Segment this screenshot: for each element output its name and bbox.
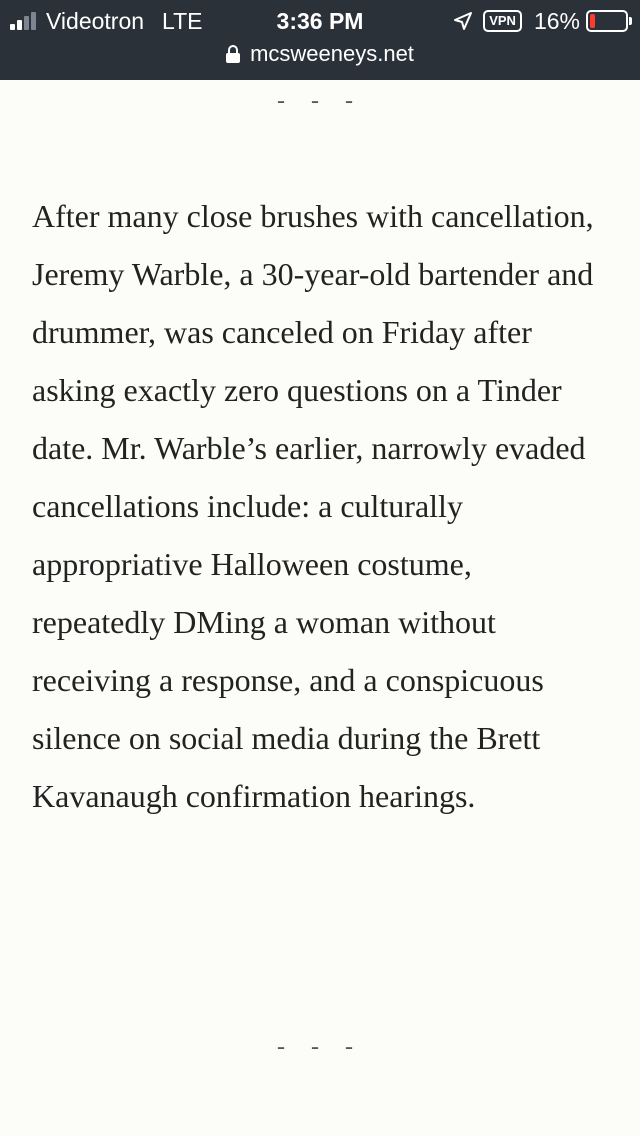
location-arrow-icon	[453, 11, 473, 31]
article-paragraph: After many close brushes with cancellation, Jeremy Warble, a 30-year-old bartender and drummer, was canceled on Friday after asking exactly zero questions on a Tinder date. Mr. Warble’s earlier, narrowly evaded cancellations include: a culturally appropriative Halloween costume, repeatedly DMing a woman without receiving a response, and a conspicuous silence on social media during the Brett Kavanaugh confirmation hearings.	[32, 198, 594, 814]
vpn-badge: VPN	[483, 10, 522, 32]
address-bar[interactable]	[0, 38, 640, 70]
carrier-name: Videotron	[46, 7, 145, 34]
url-text: mcsweeneys.net	[250, 41, 414, 66]
clock: 3:36 PM	[276, 8, 364, 34]
network-type: LTE	[162, 7, 203, 34]
lock-icon	[226, 45, 240, 63]
section-divider-bottom: - - -	[277, 1034, 363, 1060]
status-bar-right	[453, 6, 628, 36]
battery-level-fill	[590, 14, 595, 28]
battery-percent: 16%	[533, 7, 580, 34]
battery-icon	[586, 10, 628, 32]
section-divider-top: - - -	[277, 88, 363, 114]
status-bar	[0, 0, 640, 80]
